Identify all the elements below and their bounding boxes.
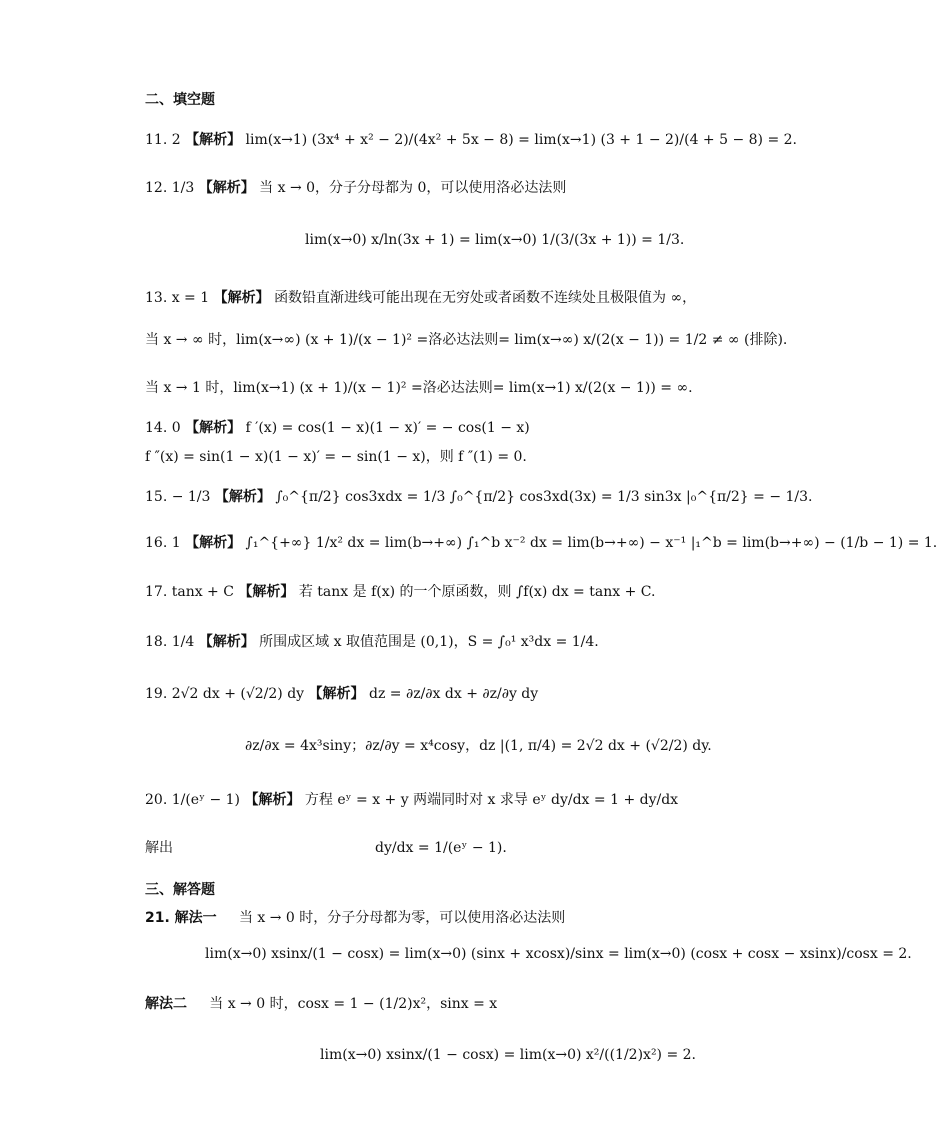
item-13	[145, 288, 696, 308]
analysis-tag: 【解析】	[198, 180, 255, 196]
analysis-tag: 【解析】	[185, 535, 242, 551]
item-21-method-two	[145, 994, 497, 1014]
item-number: 20. 1/(eʸ − 1)	[145, 792, 241, 808]
analysis-tag: 【解析】	[185, 132, 242, 148]
item-number: 18. 1/4	[145, 634, 195, 650]
item-21-method-one	[145, 908, 565, 928]
analysis-tag: 【解析】	[244, 792, 301, 808]
item-number: 16. 1	[145, 535, 181, 551]
item-body: 函数铅直渐进线可能出现在无穷处或者函数不连续处且极限值为 ∞，	[274, 290, 697, 306]
item-21-display-one: lim(x→0) xsinx/(1 − cosx) = lim(x→0) (sinx + xcosx)/sinx = lim(x→0) (cosx + cosx − xsinx)/cosx = 2.	[205, 946, 912, 962]
item-body: lim(x→1) (3x⁴ + x² − 2)/(4x² + 5x − 8) = lim(x→1) (3 + 1 − 2)/(4 + 5 − 8) = 2.	[245, 132, 797, 148]
item-20-label: 解出	[145, 840, 173, 856]
method-text: 当 x → 0 时，分子分母都为零，可以使用洛必达法则	[238, 910, 566, 926]
item-number: 17. tanx + C	[145, 584, 234, 600]
item-number: 15. − 1/3	[145, 489, 211, 505]
analysis-tag: 【解析】	[185, 420, 242, 436]
item-17	[145, 582, 655, 602]
item-16	[145, 533, 937, 553]
analysis-tag: 【解析】	[308, 686, 365, 702]
method-label: 21. 解法一	[145, 910, 217, 926]
analysis-tag: 【解析】	[213, 290, 270, 306]
item-14	[145, 418, 530, 438]
item-number: 19. 2√2 dx + (√2/2) dy	[145, 686, 305, 702]
item-12-display: lim(x→0) x/ln(3x + 1) = lim(x→0) 1/(3/(3x + 1)) = 1/3.	[305, 232, 685, 248]
item-15	[145, 487, 813, 507]
item-body: 当 x → 0，分子分母都为 0，可以使用洛必达法则	[259, 180, 567, 196]
item-body: dz = ∂z/∂x dx + ∂z/∂y dy	[369, 686, 539, 702]
analysis-tag: 【解析】	[198, 634, 255, 650]
section-title-answer: 三、解答题	[145, 882, 215, 898]
item-body: 所围成区域 x 取值范围是 (0,1)，S = ∫₀¹ x³dx = 1/4.	[259, 634, 599, 650]
item-19	[145, 684, 538, 704]
item-body: ∫₁^{+∞} 1/x² dx = lim(b→+∞) ∫₁^b x⁻² dx = lim(b→+∞) − x⁻¹ |₁^b = lim(b→+∞) − (1/b − 1) = 1.	[245, 535, 937, 551]
analysis-tag: 【解析】	[238, 584, 295, 600]
item-20	[145, 790, 678, 810]
item-body: f ′(x) = cos(1 − x)(1 − x)′ = − cos(1 − x)	[245, 420, 530, 436]
item-19-display: ∂z/∂x = 4x³siny；∂z/∂y = x⁴cosy，dz |(1, π/4) = 2√2 dx + (√2/2) dy.	[245, 738, 712, 754]
item-20-display: dy/dx = 1/(eʸ − 1).	[375, 840, 507, 856]
section-title-fill-blank: 二、填空题	[145, 92, 215, 108]
item-number: 13. x = 1	[145, 290, 210, 306]
item-18	[145, 632, 599, 652]
item-13-case-one: 当 x → 1 时，lim(x→1) (x + 1)/(x − 1)² =洛必达法则= lim(x→1) x/(2(x − 1)) = ∞.	[145, 380, 693, 396]
item-number: 12. 1/3	[145, 180, 195, 196]
item-11	[145, 130, 797, 150]
item-body: 方程 eʸ = x + y 两端同时对 x 求导 eʸ dy/dx = 1 + dy/dx	[304, 792, 679, 808]
item-13-case-infinity: 当 x → ∞ 时，lim(x→∞) (x + 1)/(x − 1)² =洛必达法则= lim(x→∞) x/(2(x − 1)) = 1/2 ≠ ∞ (排除).	[145, 332, 788, 348]
item-body: 若 tanx 是 f(x) 的一个原函数，则 ∫f(x) dx = tanx + C.	[298, 584, 656, 600]
item-14-continued: f ″(x) = sin(1 − x)(1 − x)′ = − sin(1 − x)，则 f ″(1) = 0.	[145, 449, 527, 465]
item-body: ∫₀^{π/2} cos3xdx = 1/3 ∫₀^{π/2} cos3xd(3x) = 1/3 sin3x |₀^{π/2} = − 1/3.	[275, 489, 813, 505]
item-12	[145, 178, 566, 198]
item-number: 11. 2	[145, 132, 181, 148]
method-text: 当 x → 0 时，cosx = 1 − (1/2)x²，sinx = x	[209, 996, 498, 1012]
analysis-tag: 【解析】	[214, 489, 271, 505]
item-number: 14. 0	[145, 420, 181, 436]
method-label: 解法二	[145, 996, 187, 1012]
item-21-display-two: lim(x→0) xsinx/(1 − cosx) = lim(x→0) x²/((1/2)x²) = 2.	[320, 1047, 697, 1063]
